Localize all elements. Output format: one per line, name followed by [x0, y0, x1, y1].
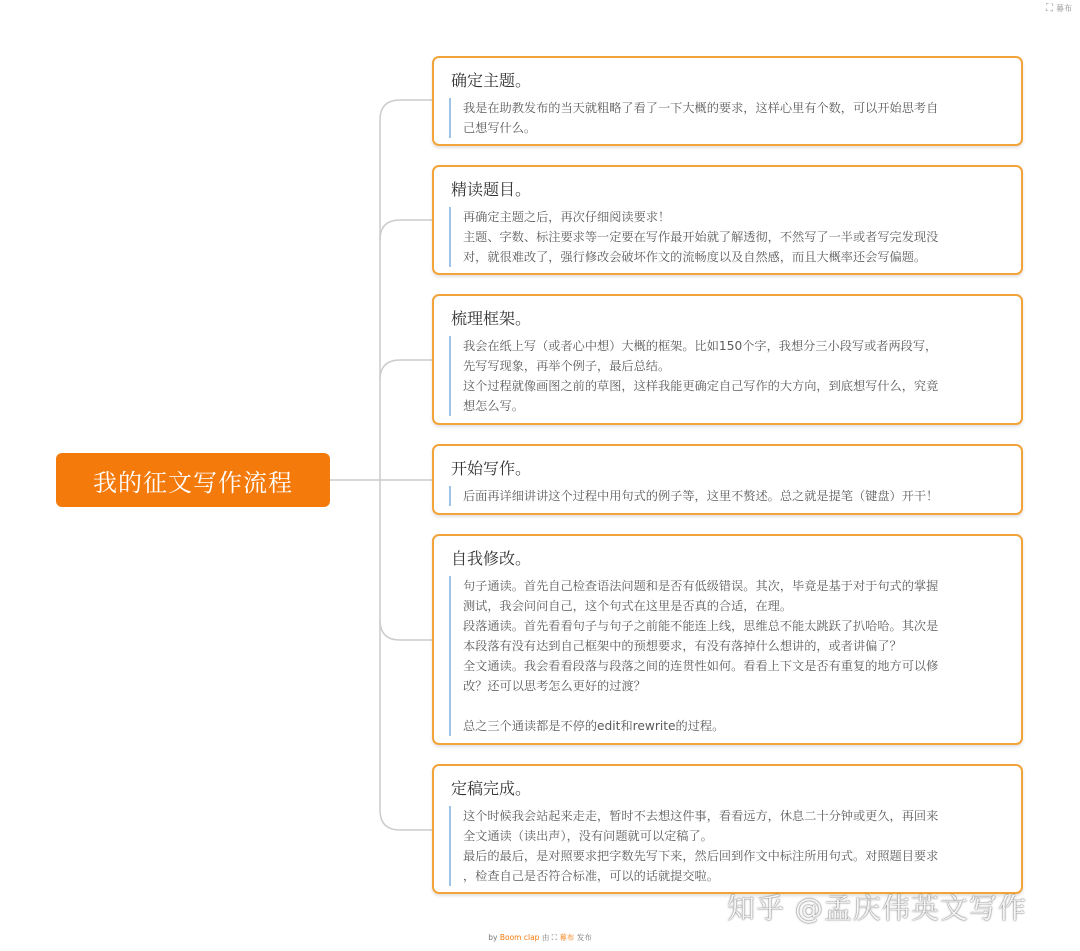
topic-card-confirm[interactable] — [432, 56, 1023, 146]
card-line: 全文通读（读出声），没有问题就可以定稿了。 — [463, 829, 713, 843]
card-line: 想怎么写。 — [463, 399, 524, 413]
card-line: 这个过程就像画图之前的草图，这样我能更确定自己写作的大方向，到底想写什么，究竟 — [463, 379, 939, 393]
card-title: 确定主题。 — [451, 71, 532, 90]
card-line: 改？还可以思考怎么更好的过渡？ — [463, 679, 646, 693]
card-body — [449, 576, 1001, 736]
footer-credit — [0, 932, 1080, 943]
topic-card-revise[interactable] — [432, 534, 1023, 745]
footer-publish: 发布 — [576, 933, 592, 942]
card-line: 这个时候我会站起来走走，暂时不去想这件事，看看远方，休息二十分钟或更久，再回来 — [463, 809, 939, 823]
card-line: ，检查自己是否符合标准，可以的话就提交啦。 — [463, 869, 719, 883]
card-line: 最后的最后，是对照要求把字数先写下来，然后回到作文中标注所用句式。对照题目要求 — [463, 849, 939, 863]
card-line: 总之三个通读都是不停的edit和rewrite的过程。 — [463, 719, 725, 733]
card-line: 全文通读。我会看看段落与段落之间的连贯性如何。看看上下文是否有重复的地方可以修 — [463, 659, 939, 673]
card-line: 本段落有没有达到自己框架中的预想要求，有没有落掉什么想讲的，或者讲偏了？ — [463, 639, 902, 653]
topic-card-read[interactable] — [432, 165, 1023, 275]
card-line: 对，就很难改了，强行修改会破坏作文的流畅度以及自然感，而且大概率还会写偏题。 — [463, 250, 927, 264]
footer-via: 由 — [541, 933, 550, 942]
connector-branch-3 — [380, 360, 432, 380]
footer-brand[interactable]: 幕布 — [559, 933, 575, 942]
root-node[interactable] — [56, 453, 330, 507]
card-line: 主题、字数、标注要求等一定要在写作最开始就了解透彻，不然写了一半或者写完发现没 — [463, 230, 939, 244]
brand-top-label: 幕布 — [1056, 4, 1072, 13]
card-body — [449, 207, 1001, 267]
card-title: 自我修改。 — [451, 549, 532, 568]
card-body — [449, 806, 1001, 886]
card-title: 开始写作。 — [451, 459, 532, 478]
card-line: 己想写什么。 — [463, 121, 537, 135]
footer-author[interactable]: Boom clap — [499, 933, 540, 942]
card-line: 先写写现象，再举个例子，最后总结。 — [463, 359, 671, 373]
card-body — [449, 336, 1001, 416]
card-line: 后面再详细讲讲这个过程中用句式的例子等，这里不赘述。总之就是提笔（键盘）开干！ — [463, 489, 939, 503]
mubu-logo-icon: ⛶ — [551, 933, 557, 942]
card-title: 梳理框架。 — [451, 309, 532, 328]
zhihu-watermark: 知乎 @孟庆伟英文写作 — [727, 892, 1027, 925]
connector-spine — [380, 100, 432, 830]
card-line: 句子通读。首先自己检查语法问题和是否有低级错误。其次，毕竟是基于对于句式的掌握 — [463, 579, 939, 593]
card-title: 精读题目。 — [451, 180, 532, 199]
card-title: 定稿完成。 — [451, 779, 532, 798]
card-line: 我会在纸上写（或者心中想）大概的框架。比如150个字，我想分三小段写或者两段写， — [463, 339, 938, 353]
topic-card-outline[interactable] — [432, 294, 1023, 425]
connector-branch-5 — [380, 620, 432, 640]
card-line — [463, 696, 1001, 716]
mubu-logo-icon: ⛶ — [1046, 3, 1053, 14]
topic-card-write[interactable] — [432, 444, 1023, 515]
footer-by: by — [488, 933, 498, 942]
card-line: 测试，我会问问自己，这个句式在这里是否真的合适，在理。 — [463, 599, 793, 613]
card-line: 再确定主题之后，再次仔细阅读要求！ — [463, 210, 671, 224]
card-body — [449, 486, 1001, 506]
connector-branch-2 — [380, 220, 432, 240]
card-line: 我是在助教发布的当天就粗略了看了一下大概的要求，这样心里有个数，可以开始思考自 — [463, 101, 939, 115]
topic-card-finalize[interactable] — [432, 764, 1023, 894]
card-body — [449, 98, 1001, 138]
root-node-label: 我的征文写作流程 — [93, 468, 293, 497]
card-line: 段落通读。首先看看句子与句子之前能不能连上线，思维总不能太跳跃了扒哈哈。其次是 — [463, 619, 939, 633]
